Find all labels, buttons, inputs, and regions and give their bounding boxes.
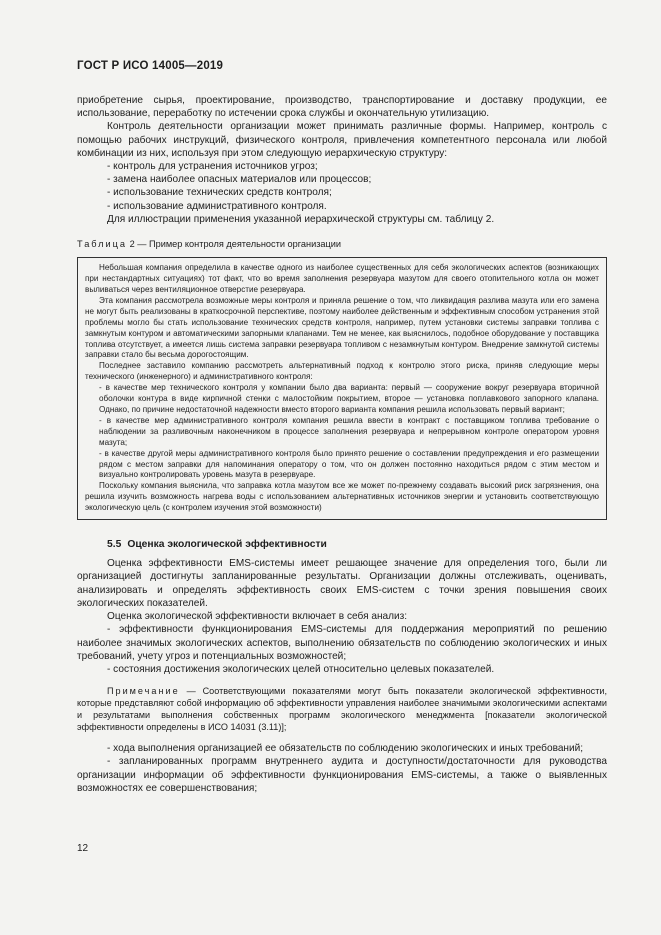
table-paragraph: Небольшая компания определила в качестве одного из наиболее существенных для себя экологических аспектов (возникающих при нестандартных ситуациях) тот факт, что во время заполнения резервуара мазутом для своего отопительного котла он может выливаться через вентиляционное отверстие резервуара. bbox=[85, 263, 599, 295]
hierarchy-item: - использование административного контроля. bbox=[107, 200, 327, 212]
table-caption bbox=[77, 238, 607, 251]
analysis-item: - состояния достижения экологических целей относительно целевых показателей. bbox=[107, 663, 495, 675]
intro-paragraph: приобретение сырья, проектирование, производство, транспортирование и доставку продукции, ее использование, переработку по истечении срока службы и окончательную утилизацию. bbox=[77, 95, 607, 120]
analysis-item: - запланированных программ внутреннего аудита и доступности/достаточности для руководства организации информации об эффективности функционирования EMS-системы, а также о выявленных возможностях ее совершенствования; bbox=[77, 756, 607, 794]
analysis-item: - эффективности функционирования EMS-системы для поддержания мероприятий по решению наиболее значимых экологических аспектов, выполнению обязательств по соблюдению экологических и иных требований, учету угроз и потенциальных возможностей; bbox=[77, 624, 607, 662]
page-body bbox=[77, 94, 607, 795]
table-reference-paragraph: Для иллюстрации применения указанной иерархической структуры см. таблицу 2. bbox=[107, 213, 495, 225]
hierarchy-item: - использование технических средств контроля; bbox=[107, 187, 332, 199]
hierarchy-item: - замена наиболее опасных материалов или процессов; bbox=[107, 174, 372, 186]
hierarchy-item: - контроль для устранения источников угроз; bbox=[107, 161, 318, 173]
document-header: ГОСТ Р ИСО 14005—2019 bbox=[77, 60, 224, 72]
table-dash-item: - в качестве мер технического контроля у компании было два варианта: первый — сооружение вокруг резервуара вторичной оболочки контура в виде кирпичной стенки с малостойким покрытием, второе — установка поплавкового запорного клапана. Однако, по причине недостаточной надежности вместо второго варианта компания решила использовать первый вариант; bbox=[99, 383, 599, 415]
table-final-paragraph: Поскольку компания выяснила, что заправка котла мазутом все же может по-прежнему создавать высокий риск загрязнения, она решила изучить возможность нагрева воды с использованием альтернативных источников энергии и установить соответствующую экологическую цель (с контролем изучения этой возможности) bbox=[85, 481, 599, 513]
section-paragraph: Оценка экологической эффективности включает в себя анализ: bbox=[107, 611, 408, 623]
table-caption-text: 2 — Пример контроля деятельности организации bbox=[129, 239, 342, 250]
table-paragraph: Эта компания рассмотрела возможные меры контроля и приняла решение о том, что ликвидация разлива мазута или его замена не могут быть реализованы в краткосрочной перспективе, поэтому наиболее действенным и эффективным способом устранения этой проблемы могло бы стать использование технических средств контроля, например, путем установки системы заправки топлива с замкнутым контуром и автоматическими запорными клапанами. Тем не менее, как выяснилось, подобное оборудование у поставщика топлива отсутствует, а имеется лишь система заправки резервуара топливом с незамкнутым контуром. Внедрение замкнутой системы заправки стало бы весьма дорогостоящим. bbox=[85, 295, 599, 360]
section-paragraph: Оценка эффективности EMS-системы имеет решающее значение для определения того, были ли организацией достигнуты запланированные результаты. Организации должны отслеживать, оценивать, анализировать и определять эффективность своих EMS-систем с точки зрения повышения своих экологических показателей. bbox=[77, 558, 607, 609]
note-text: — Соответствующими показателями могут быть показатели экологической эффективности, которые представляют собой информацию об эффективности управления наиболее значимыми экологическими аспектами и результатами выполнения собственных программ экологического менеджмента [показатели экологической эффективности определены в ИСО 14031 (3.11)]; bbox=[77, 686, 608, 733]
analysis-item: - хода выполнения организацией ее обязательств по соблюдению экологических и иных требований; bbox=[107, 743, 584, 755]
table-dash-item: - в качестве мер административного контроля компания решила ввести в контракт с поставщиком топлива требование о наблюдении за разливочным наконечником в процессе заполнения резервуара и непрерывном контроле оператором уровня мазута; bbox=[99, 415, 599, 447]
section-heading bbox=[77, 538, 607, 551]
control-forms-paragraph: Контроль деятельности организации может принимать различные формы. Например, контроль с помощью рабочих инструкций, физического контроля, привлечения компетентного персонала или любой комбинации из них, используя при этом следующую иерархическую структуру: bbox=[77, 121, 607, 159]
page-number: 12 bbox=[77, 843, 89, 854]
table-caption-label: Таблица bbox=[77, 239, 128, 250]
note-paragraph bbox=[77, 685, 607, 733]
note-label: Примечание bbox=[107, 686, 180, 697]
table-dash-item: - в качестве другой меры административного контроля было принято решение о составлении предупреждения и его размещении рядом с местом заправки для напоминания оператору о том, что он должен постоянно находиться рядом с этим местом и визуально контролировать уровень мазута в резервуаре. bbox=[99, 448, 599, 480]
section-title: Оценка экологической эффективности bbox=[127, 539, 327, 551]
section-number: 5.5 bbox=[107, 539, 122, 551]
table-paragraph: Последнее заставило компанию рассмотреть альтернативный подход к контролю этого риска, приняв следующие меры технического (инженерного) и административного контроля: bbox=[85, 361, 599, 382]
example-table bbox=[77, 257, 607, 520]
